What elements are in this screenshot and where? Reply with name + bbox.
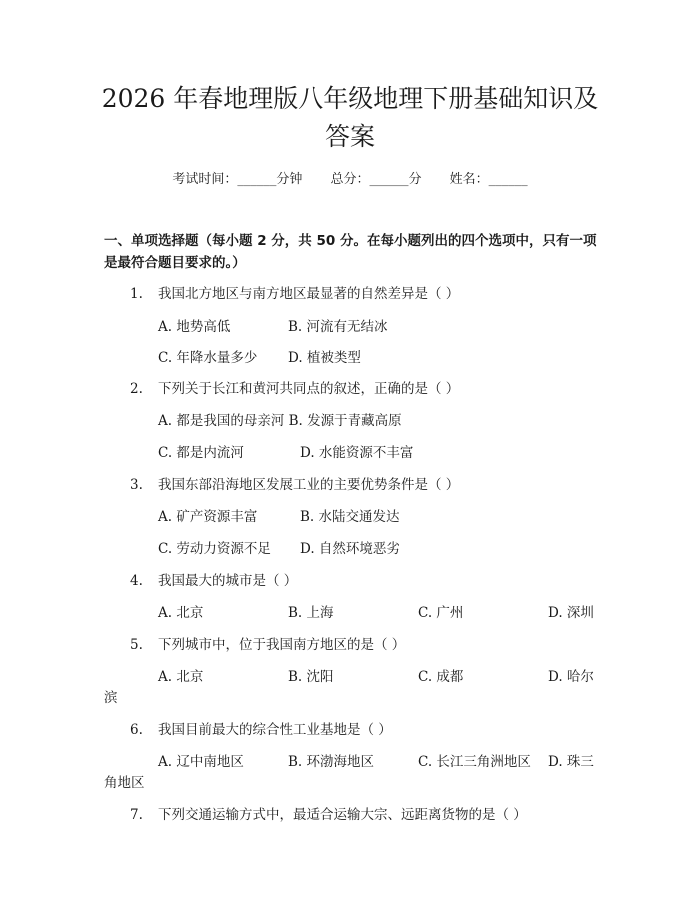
q3-option-b: B. 水陆交通发达 [300,509,400,525]
q6-option-b: B. 环渤海地区 [288,754,375,770]
q4-option-a: A. 北京 [158,605,204,621]
q5-option-c: C. 成都 [418,669,464,685]
title-line-1: 2026 年春地理版八年级地理下册基础知识及 [101,84,599,113]
q4-option-b: B. 上海 [288,605,334,621]
total-score-field: 总分：______分 [330,172,422,187]
q1-option-c: C. 年降水量多少 [158,350,258,366]
question-text: 我国东部沿海地区发展工业的主要优势条件是（ ） [158,477,460,493]
question-number: 2. [130,381,143,397]
q5-option-b: B. 沈阳 [288,669,334,685]
exam-meta [0,168,700,187]
question-6 [130,718,392,738]
q5-option-a: A. 北京 [158,669,204,685]
exam-time-field: 考试时间：______分钟 [172,172,303,187]
question-number: 7. [130,807,143,823]
q2-option-ab: A. 都是我国的母亲河 B. 发源于青藏高原 [158,413,402,429]
q6-option-a: A. 辽中南地区 [158,754,244,770]
question-number: 6. [130,722,143,738]
q3-option-d: D. 自然环境恶劣 [300,541,400,557]
question-number: 5. [130,637,143,653]
section-heading [104,230,604,274]
question-1 [130,282,459,302]
q4-option-d: D. 深圳 [548,605,594,621]
question-text: 我国北方地区与南方地区最显著的自然差异是（ ） [158,286,460,302]
section-heading-line-2: 是最符合题目要求的。） [104,255,246,271]
q3-option-a: A. 矿产资源丰富 [158,509,258,525]
q3-option-c: C. 劳动力资源不足 [158,541,271,557]
title-line-2: 答案 [324,122,375,151]
question-number: 3. [130,477,143,493]
student-name-field: 姓名：______ [449,172,528,187]
question-number: 4. [130,573,143,589]
q5-option-d: D. 哈尔 [548,669,594,685]
section-heading-line-1: 一、单项选择题（每小题 2 分，共 50 分。在每小题列出的四个选项中，只有一项 [104,233,597,249]
q1-option-a: A. 地势高低 [158,319,231,335]
question-number: 1. [130,286,143,302]
q5-option-d-wrap: 滨 [104,690,118,706]
document-title [60,80,640,156]
question-2 [130,377,459,397]
question-text: 下列交通运输方式中，最适合运输大宗、远距离货物的是（ ） [158,807,527,823]
q6-option-d: D. 珠三 [548,754,594,770]
question-text: 我国最大的城市是（ ） [158,573,298,589]
q6-option-d-wrap: 角地区 [104,775,145,791]
question-text: 下列关于长江和黄河共同点的叙述，正确的是（ ） [158,381,460,397]
q2-option-c: C. 都是内流河 [158,445,244,461]
question-5 [130,633,405,653]
question-3 [130,473,459,493]
q1-option-b: B. 河流有无结冰 [288,319,388,335]
q1-option-d: D. 植被类型 [288,350,361,366]
question-text: 我国目前最大的综合性工业基地是（ ） [158,722,392,738]
question-text: 下列城市中，位于我国南方地区的是（ ） [158,637,406,653]
question-4 [130,569,297,589]
q4-option-c: C. 广州 [418,605,464,621]
q6-option-c: C. 长江三角洲地区 [418,754,531,770]
q2-option-d: D. 水能资源不丰富 [300,445,414,461]
question-7 [130,803,527,823]
